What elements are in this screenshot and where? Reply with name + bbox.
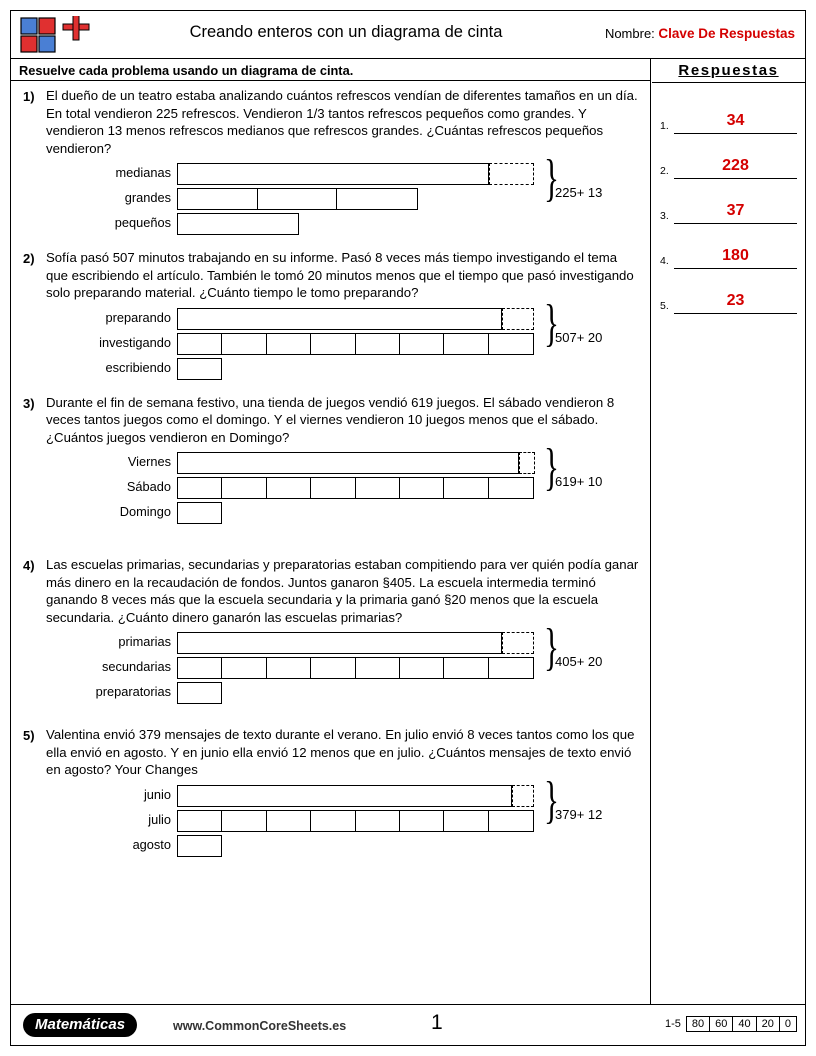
worksheet-page — [10, 10, 806, 1046]
tape-bar — [177, 188, 418, 210]
answer-value[interactable]: 23 — [674, 288, 797, 314]
tape-diagram-2 — [19, 294, 640, 388]
tape-row-label: primarias — [118, 634, 171, 649]
scale-cell: 20 — [757, 1017, 780, 1031]
name-label: Nombre: — [604, 26, 655, 41]
answer-row — [658, 91, 799, 136]
tape-row — [19, 682, 640, 707]
tape-diagram-5 — [19, 771, 640, 865]
tape-diagram-3 — [19, 439, 640, 532]
answer-value[interactable]: 228 — [674, 153, 797, 179]
problem-2 — [11, 243, 650, 388]
page-title: Creando enteros con un diagrama de cinta — [189, 23, 503, 41]
student-name-field — [605, 26, 795, 41]
tape-row — [19, 835, 640, 860]
scale-cell: 80 — [687, 1017, 710, 1031]
answer-row — [658, 181, 799, 226]
problem-text: El dueño de un teatro estaba analizando cuántos refrescos vendían de diferentes tamaños en un día. En total vendieron 225 refrescos. Vendieron 1/3 tantos refrescos pequeños como grandes. Y vendieron 13 menos refrescos medianos que refrescos grandes. ¿Cuántas refrescos pequeños vendieron? — [46, 88, 638, 156]
tape-dashed-extension — [502, 632, 534, 654]
grading-scale — [665, 1016, 797, 1032]
tape-row-label: preparatorias — [95, 684, 171, 699]
problem-text: Las escuelas primarias, secundarias y preparatorias estaban compitiendo para ver quién podía ganar más dinero en la recaudación de fondos. Juntos ganaron §405. La escuela intermedia terminó ganando 8 veces más que la escuela secundaria y la primaria ganó §20 menos que la escuela secundaria. ¿Cuánto dinero ganarón las escuelas primarias? — [46, 557, 639, 625]
brace-icon: } — [543, 771, 559, 829]
tape-row — [19, 213, 640, 238]
problem-number: 1) — [23, 89, 35, 104]
problem-number: 3) — [23, 395, 35, 411]
answers-column — [652, 59, 805, 1004]
problem-text: Valentina envió 379 mensajes de texto durante el verano. En julio envió 8 veces tantos como los que ella envió en agosto. Y en junio ella envió 12 menos que en julio. ¿Cuántos mensajes de texto envió en agosto? Your Changes — [46, 727, 635, 777]
brace-icon: } — [543, 150, 559, 207]
tape-row-label: agosto — [132, 836, 171, 852]
tape-diagram-1 — [19, 150, 640, 243]
brace-label: 405+ 20 — [555, 654, 603, 669]
answer-number: 4. — [660, 255, 669, 267]
tape-row-label: secundarias — [101, 659, 171, 674]
page-header — [11, 11, 805, 59]
tape-row-label: grandes — [124, 190, 171, 205]
brace-label: 379+ 12 — [555, 806, 603, 822]
answer-value[interactable]: 180 — [674, 243, 797, 269]
tape-bar — [177, 333, 534, 355]
tape-bar — [177, 452, 519, 474]
tape-row-label: escribiendo — [105, 359, 171, 375]
problems-column — [11, 59, 651, 1004]
page-footer — [11, 1004, 805, 1044]
tape-bar — [177, 502, 222, 524]
tape-dashed-extension — [512, 785, 534, 807]
tape-bar — [177, 657, 534, 679]
instructions-text: Resuelve cada problema usando un diagrama de cinta. — [11, 59, 650, 81]
answer-row — [658, 226, 799, 271]
answer-value[interactable]: 37 — [674, 198, 797, 224]
brace-icon: } — [543, 439, 559, 496]
scale-range-label: 1-5 — [664, 1018, 681, 1030]
answer-row — [658, 271, 799, 316]
tape-bar — [177, 785, 512, 807]
brace-label: 225+ 13 — [555, 185, 603, 200]
tape-row-label: investigando — [99, 334, 171, 350]
scale-cell: 40 — [733, 1017, 756, 1031]
tape-row-label: Viernes — [127, 454, 171, 469]
brace-icon: } — [543, 294, 559, 352]
plus-blocks-logo-icon — [19, 16, 93, 54]
page-number: 1 — [431, 1011, 443, 1034]
scale-cell: 60 — [710, 1017, 733, 1031]
tape-bar — [177, 682, 222, 704]
brace-icon: } — [543, 619, 559, 676]
tape-bar — [177, 308, 502, 330]
tape-bar — [177, 477, 534, 499]
page-body — [11, 59, 805, 1004]
answer-number: 5. — [660, 300, 669, 312]
tape-row-label: julio — [148, 811, 171, 827]
tape-dashed-extension — [502, 308, 534, 330]
answer-row — [658, 136, 799, 181]
problem-text: Sofía pasó 507 minutos trabajando en su informe. Pasó 8 veces más tiempo investigando el tema que escribiendo el artículo. También le tomó 20 minutos menos que el tiempo que pasó investigando solo preparando material. ¿Cuánto tiempo le tomo preparando? — [46, 250, 634, 300]
problem-text: Durante el fin de semana festivo, una tienda de juegos vendió 619 juegos. El sábado vendieron 8 veces tantos juegos como el domingo. Y el viernes vendieron 10 juegos menos que el sábado. ¿Cuántos juegos vendieron en Domingo? — [46, 394, 615, 445]
tape-bar — [177, 810, 534, 832]
brand-badge: Matemáticas — [23, 1013, 137, 1037]
tape-bar — [177, 213, 299, 235]
answer-number: 1. — [660, 120, 669, 132]
tape-row-label: preparando — [105, 309, 171, 325]
answer-number: 3. — [660, 210, 669, 222]
tape-dashed-extension — [519, 452, 535, 474]
tape-dashed-extension — [489, 163, 534, 185]
tape-row-label: Sábado — [126, 479, 171, 494]
tape-row-label: Domingo — [119, 504, 171, 519]
tape-row — [19, 358, 640, 383]
scale-cell: 0 — [784, 1018, 791, 1030]
name-value: Clave De Respuestas — [658, 26, 795, 41]
problem-1 — [11, 81, 650, 243]
problem-3 — [11, 388, 650, 533]
problem-4 — [11, 532, 650, 712]
tape-bar — [177, 358, 222, 380]
brace-label: 619+ 10 — [555, 474, 603, 489]
website-url: www.CommonCoreSheets.es — [173, 1019, 347, 1033]
tape-bar — [177, 835, 222, 857]
problem-number: 4) — [23, 558, 35, 573]
tape-diagram-4 — [19, 619, 640, 712]
tape-bar — [177, 632, 502, 654]
answer-value[interactable]: 34 — [674, 108, 797, 134]
answers-title: Respuestas — [652, 59, 805, 83]
problem-5 — [11, 712, 650, 865]
tape-row — [19, 502, 640, 527]
problem-number: 5) — [23, 728, 35, 743]
problem-number: 2) — [23, 251, 35, 266]
tape-row-label: junio — [143, 786, 171, 802]
brace-label: 507+ 20 — [555, 329, 603, 345]
tape-row-label: medianas — [115, 165, 171, 180]
tape-row-label: pequeños — [114, 215, 171, 230]
answers-list — [652, 83, 805, 316]
answer-number: 2. — [660, 165, 669, 177]
tape-bar — [177, 163, 489, 185]
